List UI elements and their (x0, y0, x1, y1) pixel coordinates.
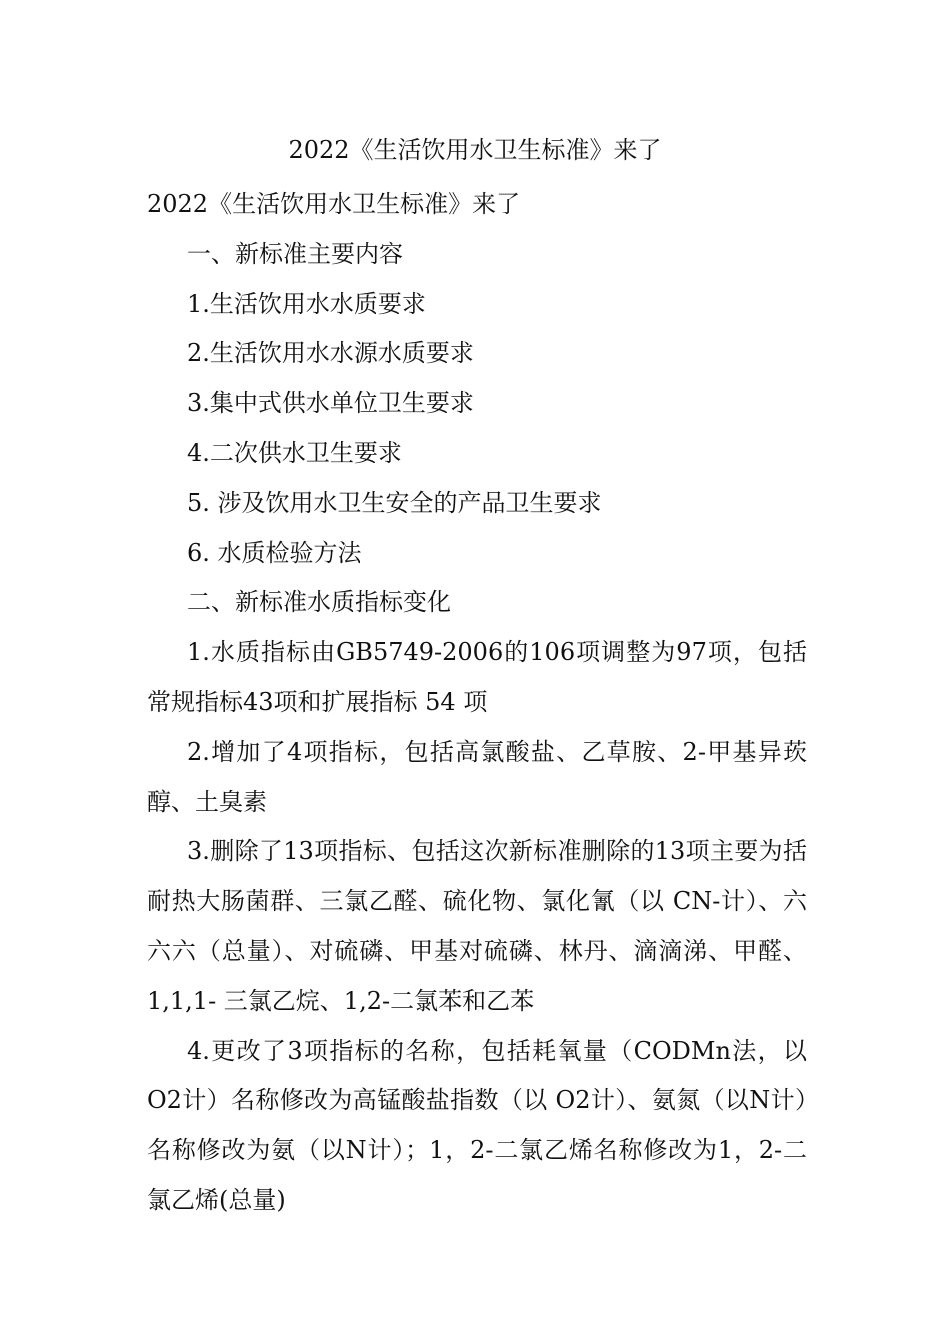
document-title: 2022《生活饮用水卫生标准》来了 (288, 136, 662, 164)
paragraph-list-item: 3.删除了13项指标、包括这次新标准删除的13项主要为括耐热大肠菌群、三氯乙醛、硫化物、氯化氰（以 CN-计）、六六六（总量）、对硫磷、甲基对硫磷、林丹、滴滴涕、甲醛、1,1,1- 三氯乙烷、1,2-二氯苯和乙苯 (147, 837, 807, 1015)
paragraph-list-item: 2.增加了4项指标，包括高氯酸盐、乙草胺、2-甲基异莰醇、土臭素 (147, 737, 807, 816)
paragraph-subtitle: 2022《生活饮用水卫生标准》来了 (147, 190, 521, 218)
paragraph-list-item: 2.生活饮用水水源水质要求 (187, 339, 474, 368)
document-body (147, 180, 807, 1226)
paragraph-list-item: 1.生活饮用水水质要求 (187, 289, 426, 318)
paragraph-list-item: 4.更改了3项指标的名称，包括耗氧量（CODMn法，以O2计）名称修改为高锰酸盐指数（以 O2计）、氨氮（以N计）名称修改为氨（以N计）；1，2-二氯乙烯名称修改为1，2-二氯乙烯(总量) (147, 1036, 807, 1214)
paragraph-list-item: 4.二次供水卫生要求 (187, 438, 402, 467)
paragraph-list-item: 3.集中式供水单位卫生要求 (187, 389, 474, 418)
paragraph-list-item: 6. 水质检验方法 (187, 538, 362, 567)
paragraph-list-item: 5. 涉及饮用水卫生安全的产品卫生要求 (187, 488, 602, 517)
paragraph-section-heading: 二、新标准水质指标变化 (187, 588, 451, 617)
paragraph-list-item: 1.水质指标由GB5749-2006的106项调整为97项，包括常规指标43项和扩展指标 54 项 (147, 638, 807, 716)
paragraph-section-heading: 一、新标准主要内容 (187, 239, 403, 268)
